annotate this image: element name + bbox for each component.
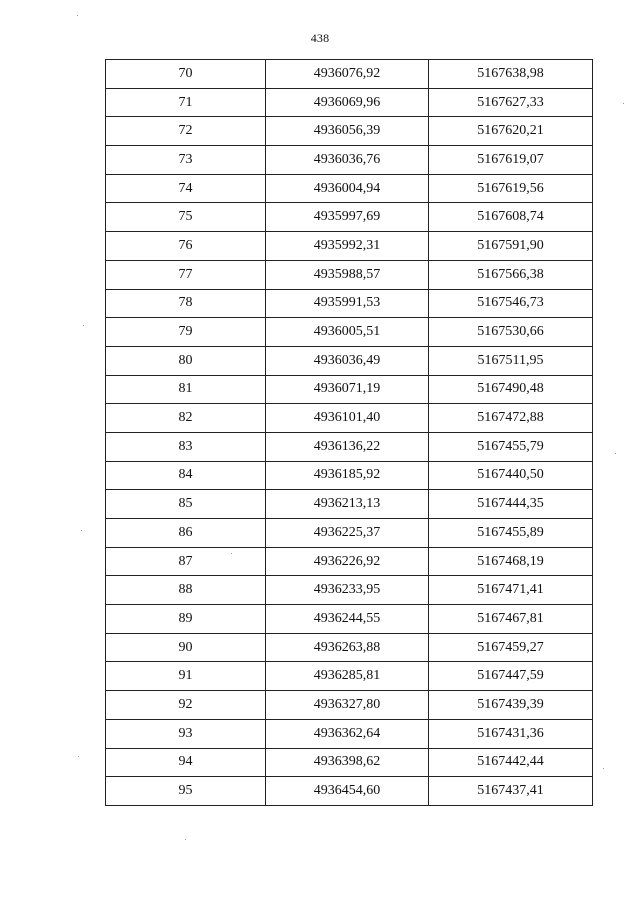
x-coordinate-cell: 4936185,92 [266, 461, 429, 490]
table-row [106, 605, 593, 634]
table-row [106, 146, 593, 175]
table-row [106, 203, 593, 232]
y-coordinate-cell: 5167591,90 [429, 232, 593, 261]
y-coordinate-cell: 5167459,27 [429, 633, 593, 662]
scan-speck [83, 325, 84, 326]
point-number-cell: 91 [106, 662, 266, 691]
x-coordinate-cell: 4936071,19 [266, 375, 429, 404]
x-coordinate-cell: 4936076,92 [266, 60, 429, 89]
x-coordinate-cell: 4936036,76 [266, 146, 429, 175]
y-coordinate-cell: 5167511,95 [429, 346, 593, 375]
scan-speck [81, 530, 82, 531]
table-row [106, 346, 593, 375]
y-coordinate-cell: 5167619,56 [429, 174, 593, 203]
table-row [106, 318, 593, 347]
x-coordinate-cell: 4936362,64 [266, 719, 429, 748]
x-coordinate-cell: 4936213,13 [266, 490, 429, 519]
x-coordinate-cell: 4935988,57 [266, 260, 429, 289]
x-coordinate-cell: 4936233,95 [266, 576, 429, 605]
y-coordinate-cell: 5167566,38 [429, 260, 593, 289]
table-row [106, 519, 593, 548]
point-number-cell: 77 [106, 260, 266, 289]
point-number-cell: 74 [106, 174, 266, 203]
scan-speck [185, 839, 186, 840]
x-coordinate-cell: 4935997,69 [266, 203, 429, 232]
table-row [106, 662, 593, 691]
point-number-cell: 84 [106, 461, 266, 490]
point-number-cell: 72 [106, 117, 266, 146]
point-number-cell: 76 [106, 232, 266, 261]
y-coordinate-cell: 5167439,39 [429, 691, 593, 720]
point-number-cell: 94 [106, 748, 266, 777]
point-number-cell: 75 [106, 203, 266, 232]
table-row [106, 404, 593, 433]
table-row [106, 232, 593, 261]
x-coordinate-cell: 4936069,96 [266, 88, 429, 117]
x-coordinate-cell: 4936398,62 [266, 748, 429, 777]
table-row [106, 117, 593, 146]
x-coordinate-cell: 4936285,81 [266, 662, 429, 691]
scan-speck [78, 756, 79, 757]
table-row [106, 547, 593, 576]
x-coordinate-cell: 4936327,80 [266, 691, 429, 720]
scan-speck [231, 553, 232, 554]
point-number-cell: 83 [106, 432, 266, 461]
point-number-cell: 78 [106, 289, 266, 318]
table-row [106, 576, 593, 605]
point-number-cell: 88 [106, 576, 266, 605]
scan-speck [623, 103, 624, 104]
x-coordinate-cell: 4935991,53 [266, 289, 429, 318]
point-number-cell: 70 [106, 60, 266, 89]
scan-speck [603, 768, 604, 769]
table-row [106, 748, 593, 777]
y-coordinate-cell: 5167530,66 [429, 318, 593, 347]
table-row [106, 88, 593, 117]
table-row [106, 174, 593, 203]
scan-speck [77, 15, 78, 16]
point-number-cell: 90 [106, 633, 266, 662]
table-row [106, 633, 593, 662]
x-coordinate-cell: 4935992,31 [266, 232, 429, 261]
point-number-cell: 89 [106, 605, 266, 634]
y-coordinate-cell: 5167447,59 [429, 662, 593, 691]
x-coordinate-cell: 4936226,92 [266, 547, 429, 576]
y-coordinate-cell: 5167627,33 [429, 88, 593, 117]
table-row [106, 260, 593, 289]
point-number-cell: 82 [106, 404, 266, 433]
y-coordinate-cell: 5167455,79 [429, 432, 593, 461]
table-row [106, 432, 593, 461]
point-number-cell: 92 [106, 691, 266, 720]
point-number-cell: 79 [106, 318, 266, 347]
point-number-cell: 87 [106, 547, 266, 576]
table-row [106, 777, 593, 806]
table-row [106, 490, 593, 519]
x-coordinate-cell: 4936136,22 [266, 432, 429, 461]
x-coordinate-cell: 4936004,94 [266, 174, 429, 203]
table-row [106, 60, 593, 89]
y-coordinate-cell: 5167442,44 [429, 748, 593, 777]
table-row [106, 691, 593, 720]
x-coordinate-cell: 4936225,37 [266, 519, 429, 548]
y-coordinate-cell: 5167620,21 [429, 117, 593, 146]
point-number-cell: 95 [106, 777, 266, 806]
x-coordinate-cell: 4936101,40 [266, 404, 429, 433]
y-coordinate-cell: 5167546,73 [429, 289, 593, 318]
y-coordinate-cell: 5167455,89 [429, 519, 593, 548]
y-coordinate-cell: 5167490,48 [429, 375, 593, 404]
y-coordinate-cell: 5167608,74 [429, 203, 593, 232]
point-number-cell: 80 [106, 346, 266, 375]
y-coordinate-cell: 5167638,98 [429, 60, 593, 89]
x-coordinate-cell: 4936244,55 [266, 605, 429, 634]
page-number: 438 [310, 31, 330, 45]
y-coordinate-cell: 5167440,50 [429, 461, 593, 490]
table-row [106, 461, 593, 490]
x-coordinate-cell: 4936454,60 [266, 777, 429, 806]
x-coordinate-cell: 4936056,39 [266, 117, 429, 146]
y-coordinate-cell: 5167468,19 [429, 547, 593, 576]
point-number-cell: 71 [106, 88, 266, 117]
scan-speck [615, 453, 616, 454]
x-coordinate-cell: 4936036,49 [266, 346, 429, 375]
point-number-cell: 73 [106, 146, 266, 175]
y-coordinate-cell: 5167472,88 [429, 404, 593, 433]
y-coordinate-cell: 5167444,35 [429, 490, 593, 519]
y-coordinate-cell: 5167431,36 [429, 719, 593, 748]
point-number-cell: 85 [106, 490, 266, 519]
coordinates-table-body [106, 60, 593, 806]
point-number-cell: 86 [106, 519, 266, 548]
y-coordinate-cell: 5167471,41 [429, 576, 593, 605]
point-number-cell: 81 [106, 375, 266, 404]
x-coordinate-cell: 4936005,51 [266, 318, 429, 347]
y-coordinate-cell: 5167467,81 [429, 605, 593, 634]
coordinates-table [105, 59, 593, 806]
table-row [106, 289, 593, 318]
y-coordinate-cell: 5167619,07 [429, 146, 593, 175]
point-number-cell: 93 [106, 719, 266, 748]
x-coordinate-cell: 4936263,88 [266, 633, 429, 662]
y-coordinate-cell: 5167437,41 [429, 777, 593, 806]
table-row [106, 375, 593, 404]
table-row [106, 719, 593, 748]
